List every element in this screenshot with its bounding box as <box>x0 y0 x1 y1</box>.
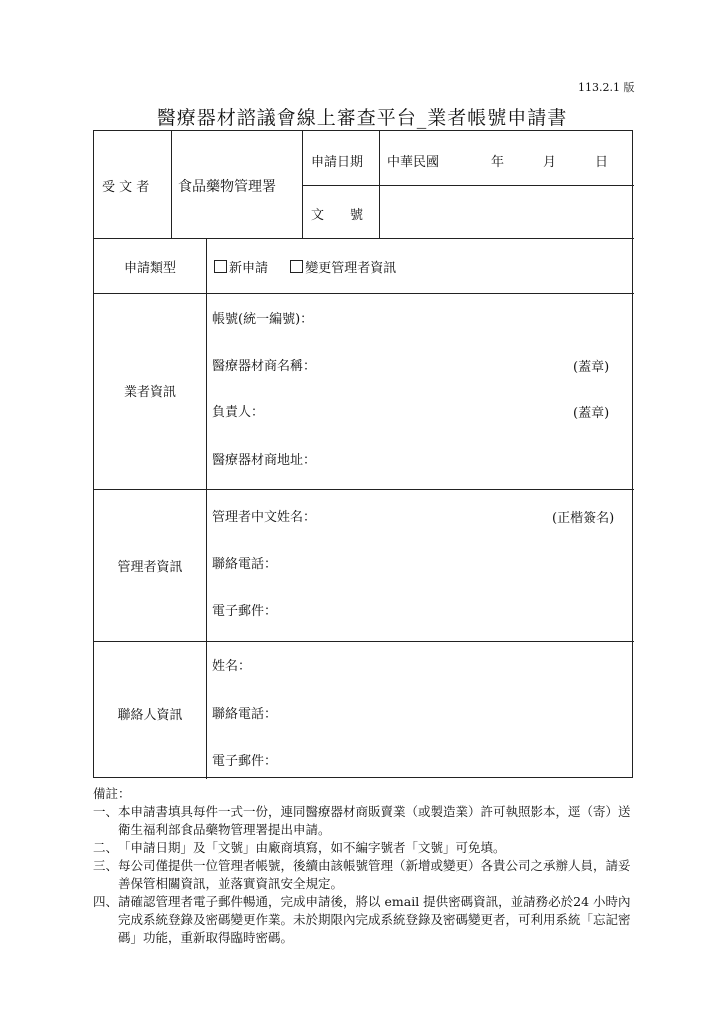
responsible-person-field[interactable]: 負責人： <box>212 405 265 420</box>
signature-note: (正楷簽名) <box>552 511 615 526</box>
application-form <box>93 130 633 778</box>
account-id-field[interactable]: 帳號(統一編號)： <box>212 312 314 327</box>
notes-section <box>93 785 633 947</box>
apply-date-field[interactable]: 中華民國 年 月 日 <box>387 155 609 170</box>
application-type-label: 申請類型 <box>123 261 176 276</box>
note-item: 二、 「申請日期」及「文號」由廠商填寫，如不編字號者「文號」可免填。 <box>93 840 506 855</box>
company-name-field[interactable]: 醫療器材商名稱： <box>212 359 317 374</box>
contact-email-field[interactable]: 電子郵件： <box>212 754 278 769</box>
apply-date-label: 申請日期 <box>311 155 364 170</box>
company-info-label: 業者資訊 <box>123 385 176 400</box>
contact-name-field[interactable]: 姓名： <box>212 659 252 674</box>
recipient-value: 食品藥物管理署 <box>178 179 276 195</box>
version-label: 113.2.1 版 <box>578 81 635 94</box>
doc-number-label: 文 號 <box>311 208 364 223</box>
manager-name-field[interactable]: 管理者中文姓名： <box>212 510 317 525</box>
company-address-field[interactable]: 醫療器材商地址： <box>212 453 317 468</box>
note-item: 三、 每公司僅提供一位管理者帳號，後續由該帳號管理（新增或變更）各貴公司之承辦人員，請妥善保管相關資訊，並落實資訊安全規定。 <box>93 858 631 891</box>
responsible-stamp-note: (蓋章) <box>573 406 610 421</box>
manager-phone-field[interactable]: 聯絡電話： <box>212 557 278 572</box>
page-title: 醫療器材諮議會線上審查平台_業者帳號申請書 <box>156 107 568 129</box>
note-item: 一、 本申請書填具每件一式一份，連同醫療器材商販賣業（或製造業）許可執照影本，逕（寄）送衛生福利部食品藥物管理署提出申請。 <box>93 804 631 837</box>
company-stamp-note: (蓋章) <box>573 360 610 375</box>
note-item: 四、 請確認管理者電子郵件暢通，完成申請後，將以 email 提供密碼資訊，並請務必於24 小時內完成系統登錄及密碼變更作業。未於期限內完成系統登錄及密碼變更者，可利用系統「忘記密碼」功能，重新取得臨時密碼。 <box>93 894 631 945</box>
manager-email-field[interactable]: 電子郵件： <box>212 604 278 619</box>
contact-info-label: 聯絡人資訊 <box>117 708 183 723</box>
doc-number-field[interactable] <box>387 195 627 229</box>
manager-info-label: 管理者資訊 <box>117 560 183 575</box>
checkbox-icon[interactable] <box>214 260 227 273</box>
checkbox-icon[interactable] <box>290 260 303 273</box>
notes-heading: 備註： <box>93 786 131 801</box>
contact-phone-field[interactable]: 聯絡電話： <box>212 707 278 722</box>
new-application-option[interactable]: 新申請 <box>214 261 268 276</box>
recipient-label: 受 文 者 <box>102 180 150 195</box>
change-manager-option[interactable]: 變更管理者資訊 <box>290 261 396 276</box>
